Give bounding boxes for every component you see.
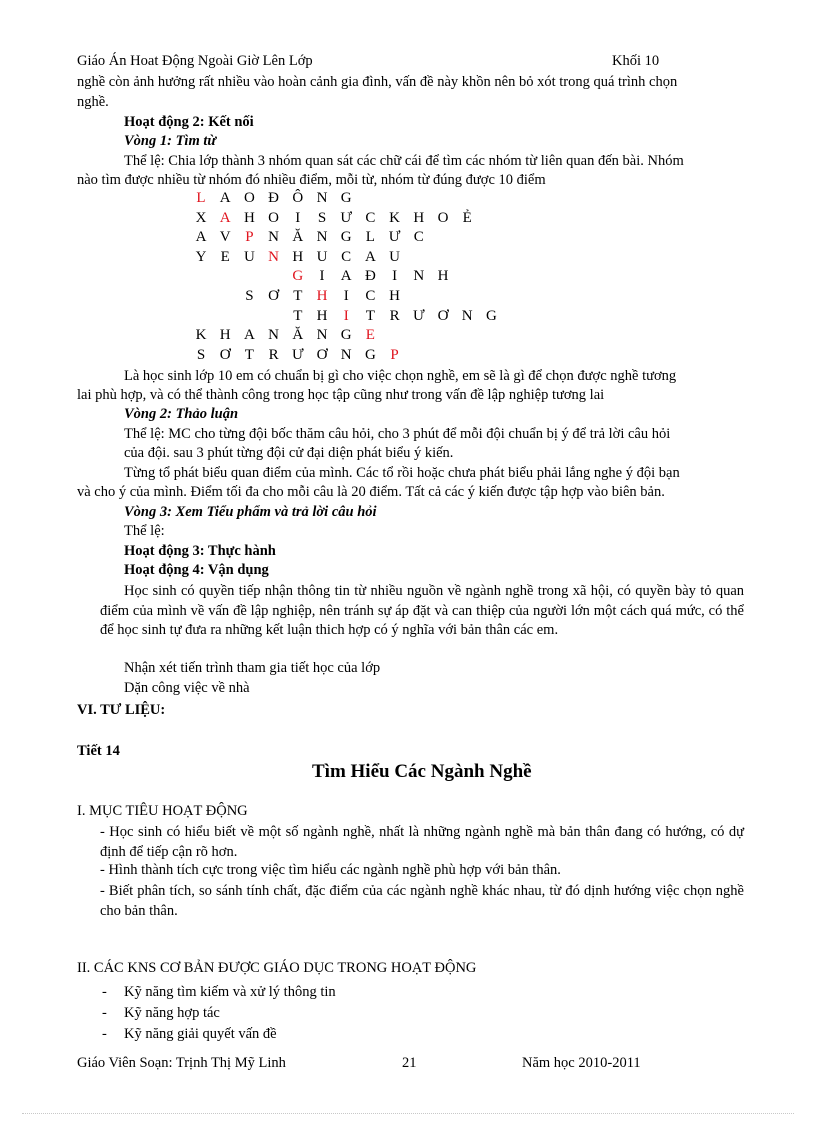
page-bottom-divider [22, 1113, 794, 1114]
puzzle-letter: Y [195, 248, 207, 265]
puzzle-letter: T [293, 288, 303, 304]
puzzle-letter: Ơ [268, 288, 280, 304]
puzzle-letter: Ư [291, 346, 304, 363]
puzzle-letter: Đ [268, 190, 280, 206]
activity-2-title: Hoạt động 2: Kết nối [124, 114, 254, 130]
puzzle-letter: Đ [364, 268, 376, 285]
puzzle-letter: N [413, 268, 425, 285]
round-2-rule-line-1: Thể lệ: MC cho từng đội bốc thăm câu hỏi, cho 3 phút để mỗi đội chuẩn bị ý để trả lời câu hỏi [124, 426, 671, 442]
round-2-rule-line-2: của đội. sau 3 phút từng đội cử đại diện phát biểu ý kiến. [124, 445, 454, 461]
puzzle-letter: Ư [340, 209, 352, 226]
puzzle-letter: N [316, 229, 328, 246]
puzzle-letter: O [243, 190, 255, 206]
puzzle-letter: T [244, 346, 254, 363]
puzzle-letter: N [268, 327, 280, 344]
puzzle-letter: E [220, 248, 230, 265]
puzzle-letter: G [340, 327, 352, 344]
skill-bullet: - [102, 984, 107, 1000]
skill-item: Kỹ năng tìm kiếm và xử lý thông tin [124, 984, 336, 1000]
footer-page-number: 21 [402, 1055, 417, 1071]
puzzle-letter: H [389, 288, 401, 304]
reflection-line-2: lai phù hợp, và có thể thành công trong học tập cũng như trong vấn đề lập nghiệp tương lai [77, 387, 605, 403]
puzzle-letter: G [364, 346, 376, 363]
puzzle-letter: Ô [292, 190, 304, 206]
puzzle-letter: Ư [388, 229, 401, 246]
puzzle-letter: H [219, 327, 231, 344]
puzzle-letter: C [365, 209, 376, 226]
objective-2: - Hình thành tích cực trong việc tìm hiểu các ngành nghề phù hợp với bản thân. [100, 862, 561, 878]
puzzle-key-letter: A [219, 209, 231, 226]
puzzle-letter: R [268, 346, 279, 363]
puzzle-letter: G [340, 229, 352, 246]
puzzle-letter: H [292, 248, 304, 265]
puzzle-letter: C [341, 248, 352, 265]
puzzle-letter: G [485, 307, 497, 324]
puzzle-letter: N [461, 307, 473, 324]
footer-school-year: Năm học 2010-2011 [522, 1055, 641, 1071]
skill-bullet: - [102, 1005, 107, 1021]
puzzle-letter: I [392, 268, 398, 285]
puzzle-letter: H [243, 209, 255, 226]
puzzle-key-letter: P [245, 229, 254, 246]
puzzle-letter: Ẻ [462, 209, 472, 226]
puzzle-letter: A [243, 327, 255, 344]
homework-note: Dặn công việc về nhà [124, 680, 250, 696]
puzzle-letter: S [245, 288, 254, 304]
puzzle-letter: L [365, 229, 375, 246]
round-1-title: Vòng 1: Tìm từ [124, 133, 217, 149]
puzzle-letter: I [319, 268, 325, 285]
activity-4-paragraph: Học sinh có quyền tiếp nhận thông tin từ nhiều nguồn về ngành nghề trong xã hội, có quyền bày tỏ quan điểm của mình về vấn đề lập nghiệp, nên tránh sự áp đặt và can thiệp của người lớn một cách quá mức, có thể để học sinh tự đưa ra những kết luận thich hợp có ý nghĩa với bản thân các em. [100, 583, 744, 638]
puzzle-letter: K [389, 209, 401, 226]
puzzle-letter: V [219, 229, 231, 246]
activity-4-title: Hoạt động 4: Vận dụng [124, 562, 269, 578]
puzzle-key-letter: P [390, 346, 399, 363]
puzzle-key-letter: G [292, 268, 304, 285]
puzzle-letter: A [195, 229, 207, 246]
activity-3-title: Hoạt động 3: Thực hành [124, 543, 276, 559]
puzzle-letter: N [316, 190, 328, 206]
puzzle-letter: I [343, 288, 349, 304]
puzzle-key-letter: L [196, 190, 206, 206]
puzzle-letter: C [413, 229, 424, 246]
puzzle-letter: U [389, 248, 401, 265]
puzzle-letter: H [437, 268, 449, 285]
puzzle-letter: C [365, 288, 376, 304]
puzzle-letter: Ơ [219, 346, 231, 363]
objective-3: - Biết phân tích, so sánh tính chất, đặc điểm của các ngành nghề khác nhau, từ đó dịnh hướng việc chọn nghề cho bản thân. [100, 883, 744, 919]
round-2-paragraph-line-1: Từng tổ phát biểu quan điểm của mình. Các tổ rồi hoặc chưa phát biểu phải lắng nghe ý đội bạn [124, 465, 680, 481]
intro-line-2: nghề. [77, 94, 109, 110]
round-3-rule: Thể lệ: [124, 523, 165, 539]
puzzle-key-letter: I [343, 307, 349, 324]
puzzle-letter: H [413, 209, 425, 226]
puzzle-letter: N [340, 346, 352, 363]
class-review: Nhận xét tiến trình tham gia tiết học của lớp [124, 660, 381, 676]
puzzle-letter: Ơ [437, 307, 449, 324]
puzzle-key-letter: N [268, 248, 280, 265]
footer-author: Giáo Viên Soạn: Trịnh Thị Mỹ Linh [77, 1055, 286, 1071]
lesson-number: Tiết 14 [77, 743, 120, 759]
skill-item: Kỹ năng hợp tác [124, 1005, 220, 1021]
header-grade: Khối 10 [612, 53, 660, 69]
puzzle-letter: A [364, 248, 376, 265]
reflection-line-1: Là học sinh lớp 10 em có chuẩn bị gì cho việc chọn nghề, em sẽ là gì để chọn được nghề tương [124, 368, 677, 384]
puzzle-letter: O [437, 209, 449, 226]
round-2-title: Vòng 2: Thảo luận [124, 406, 239, 422]
puzzle-letter: U [243, 248, 255, 265]
puzzle-key-letter: E [365, 327, 375, 344]
section-2-title: II. CÁC KNS CƠ BẢN ĐƯỢC GIÁO DỤC TRONG HOẠT ĐỘNG [77, 960, 477, 976]
header-title: Giáo Án Hoat Động Ngoài Giờ Lên Lớp [77, 53, 313, 69]
skill-bullet: - [102, 1026, 107, 1042]
round-1-rule-line-1: Thể lệ: Chia lớp thành 3 nhóm quan sát các chữ cái để tìm các nhóm từ liên quan đến bài. Nhóm [124, 153, 684, 169]
puzzle-letter: Ă [292, 327, 304, 344]
puzzle-key-letter: H [316, 288, 328, 304]
puzzle-letter: G [340, 190, 352, 206]
puzzle-letter: X [195, 209, 207, 226]
puzzle-letter: S [196, 346, 206, 363]
puzzle-letter: Ư [412, 307, 425, 324]
puzzle-letter: O [268, 209, 280, 226]
round-1-rule-line-2: nào tìm được nhiều từ nhóm đó nhiều điểm, mỗi từ, nhóm từ đúng được 10 điểm [77, 172, 546, 188]
section-6-title: VI. TƯ LIỆU: [77, 702, 166, 718]
puzzle-letter: R [389, 307, 400, 324]
puzzle-letter: Ă [292, 229, 304, 246]
puzzle-letter: T [293, 307, 303, 324]
lesson-title: Tìm Hiểu Các Ngành Nghề [312, 761, 532, 782]
puzzle-letter: Ơ [316, 346, 328, 363]
skill-item: Kỹ năng giải quyết vấn đề [124, 1026, 277, 1042]
puzzle-letter: T [365, 307, 375, 324]
puzzle-letter: U [316, 248, 328, 265]
puzzle-letter: N [316, 327, 328, 344]
puzzle-letter: A [219, 190, 231, 206]
intro-line-1: nghề còn ảnh hưởng rất nhiều vào hoàn cảnh gia đình, vấn đề này khồn nên bỏ xót trong quá trình chọn [77, 74, 678, 90]
objective-1: - Học sinh có hiểu biết về một số ngành nghề, nhất là những ngành nghề mà bản thân đang có hướng, có dự định để tiếp cận rõ hơn. [100, 824, 744, 860]
puzzle-letter: S [317, 209, 327, 226]
round-2-paragraph-line-2: và cho ý của mình. Điểm tối đa cho mỗi câu là 20 điểm. Tất cả các ý kiến được tập hợp vào biên bản. [77, 484, 665, 500]
round-3-title: Vòng 3: Xem Tiểu phẩm và trả lời câu hỏi [124, 504, 377, 520]
section-1-title: I. MỤC TIÊU HOẠT ĐỘNG [77, 803, 248, 819]
puzzle-letter: I [295, 209, 301, 226]
puzzle-letter: H [316, 307, 328, 324]
puzzle-letter: N [268, 229, 280, 246]
puzzle-letter: K [195, 327, 207, 344]
puzzle-letter: A [340, 268, 352, 285]
